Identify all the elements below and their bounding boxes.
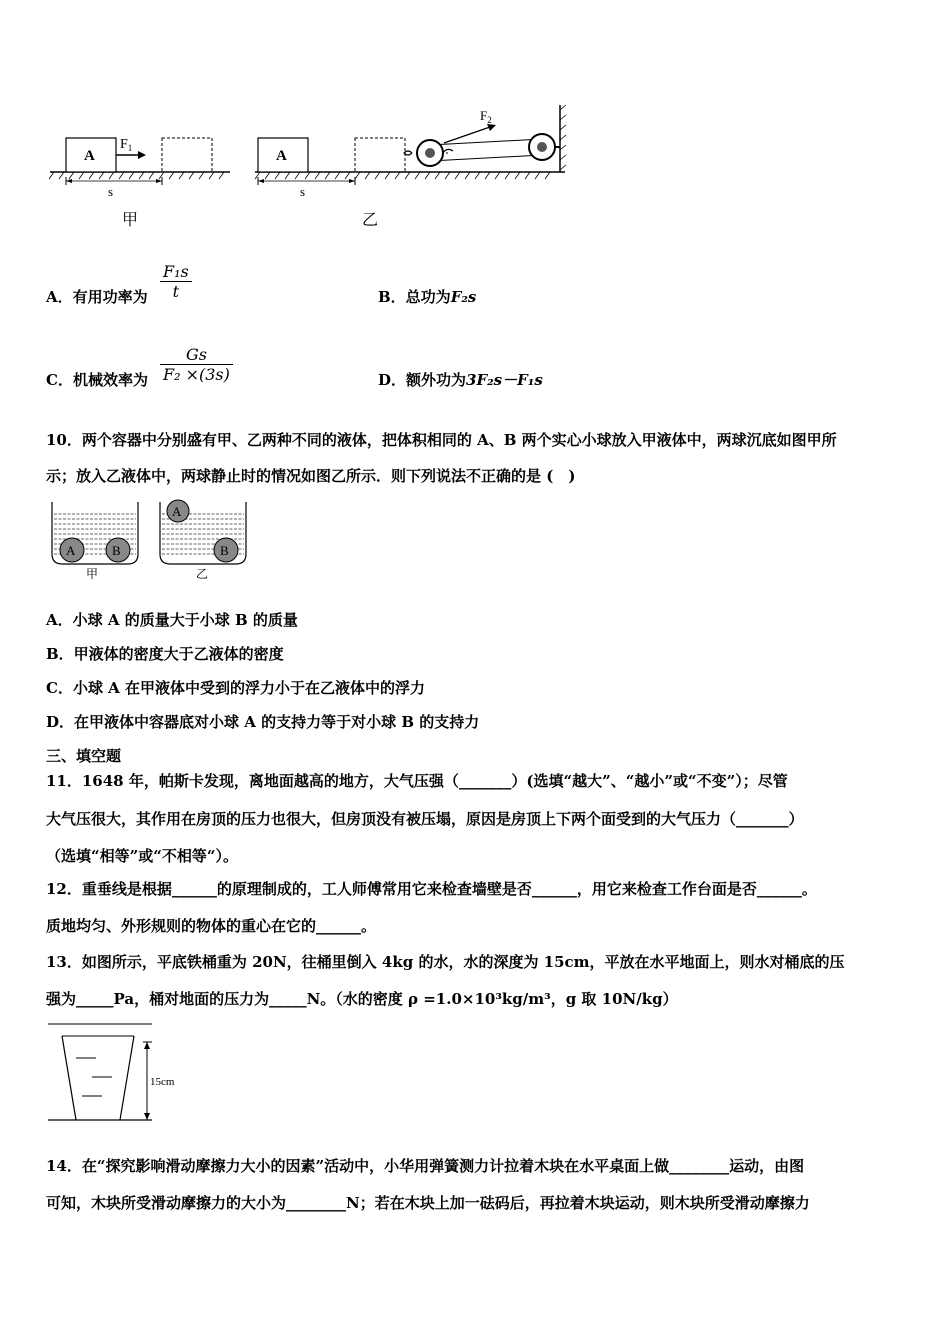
q12-line2: 质地均匀、外形规则的物体的重心在它的______。 [46, 917, 377, 935]
caption-yi: 乙 [362, 212, 379, 229]
block-a-label: A [84, 148, 95, 164]
caption-jia-10: 甲 [86, 567, 99, 581]
q10-option-c: C．小球 A 在甲液体中受到的浮力小于在乙液体中的浮力 [46, 679, 426, 697]
caption-yi-10: 乙 [196, 567, 209, 581]
q13-line2: 强为_____Pa，桶对地面的压力为_____N。（水的密度 ρ =1.0×10³kg/m³，g 取 10N/kg） [46, 990, 678, 1008]
fig-jia [49, 137, 230, 229]
force-f1: $F_1$ [120, 137, 133, 153]
fig-yi [255, 105, 566, 229]
block-dashed [162, 138, 212, 172]
dist-s-jia: s [108, 184, 114, 199]
svg-text:s: s [300, 184, 306, 199]
q11-line3: （选填“相等”或“不相等“）。 [46, 847, 239, 865]
depth-label: 15cm [150, 1076, 175, 1088]
q9-option-d: D．额外功为3F₂s－F₁s [378, 371, 543, 389]
q14-line2: 可知，木块所受滑动摩擦力的大小为________N；若在木块上加一砝码后，再拉着木块运动，则木块所受滑动摩擦力 [46, 1194, 810, 1212]
q14-line1: 14．在“探究影响滑动摩擦力大小的因素”活动中，小华用弹簧测力计拉着木块在水平桌面上做________运动，由图 [46, 1157, 805, 1175]
q12-line1: 12．重垂线是根据______的原理制成的，工人师傅常用它来检查墙壁是否______，用它来检查工作台面是否______。 [46, 880, 817, 898]
q9-option-b: B．总功为F₂s [378, 288, 477, 306]
q10-stem-line2: 示；放入乙液体中，两球静止时的情况如图乙所示．则下列说法不正确的是 ( ) [46, 467, 576, 485]
svg-text:B: B [220, 543, 229, 558]
force-f2: $F_2$ [480, 108, 492, 125]
svg-text:A: A [66, 543, 76, 558]
q10-option-a: A．小球 A 的质量大于小球 B 的质量 [46, 611, 298, 629]
q9-option-a: A．有用功率为 [46, 288, 148, 306]
q9-figure [40, 95, 580, 235]
q10-figure [48, 498, 258, 583]
svg-text:A: A [172, 504, 182, 519]
svg-text:A: A [276, 148, 287, 164]
q9-option-c: C．机械效率为 [46, 371, 148, 389]
q11-line2: 大气压很大，其作用在房顶的压力也很大，但房顶没有被压塌，原因是房顶上下两个面受到的大气压力（_______） [46, 810, 804, 828]
caption-jia: 甲 [122, 212, 139, 229]
q13-bucket-figure [46, 1022, 186, 1127]
section-heading: 三、填空题 [46, 747, 122, 765]
q9-option-c-fraction: $\frac{Gs}{\text{F₂ ×(3s)}}$ [160, 345, 233, 384]
q10-option-d: D．在甲液体中容器底对小球 A 的支持力等于对小球 B 的支持力 [46, 713, 480, 731]
q9-option-a-fraction: $\frac{\text{F₁s}}{t}$ [160, 262, 192, 301]
svg-text:B: B [112, 543, 121, 558]
q10-option-b: B．甲液体的密度大于乙液体的密度 [46, 645, 284, 663]
q13-line1: 13．如图所示，平底铁桶重为 20N，往桶里倒入 4kg 的水，水的深度为 15cm，平放在水平地面上，则水对桶底的压 [46, 953, 845, 971]
q11-line1: 11．1648 年，帕斯卡发现，离地面越高的地方，大气压强（_______）(选填“越大”、“越小”或“不变”）；尽管 [46, 772, 788, 790]
q10-stem-line1: 10．两个容器中分别盛有甲、乙两种不同的液体，把体积相同的 A、B 两个实心小球放入甲液体中，两球沉底如图甲所 [46, 431, 837, 449]
